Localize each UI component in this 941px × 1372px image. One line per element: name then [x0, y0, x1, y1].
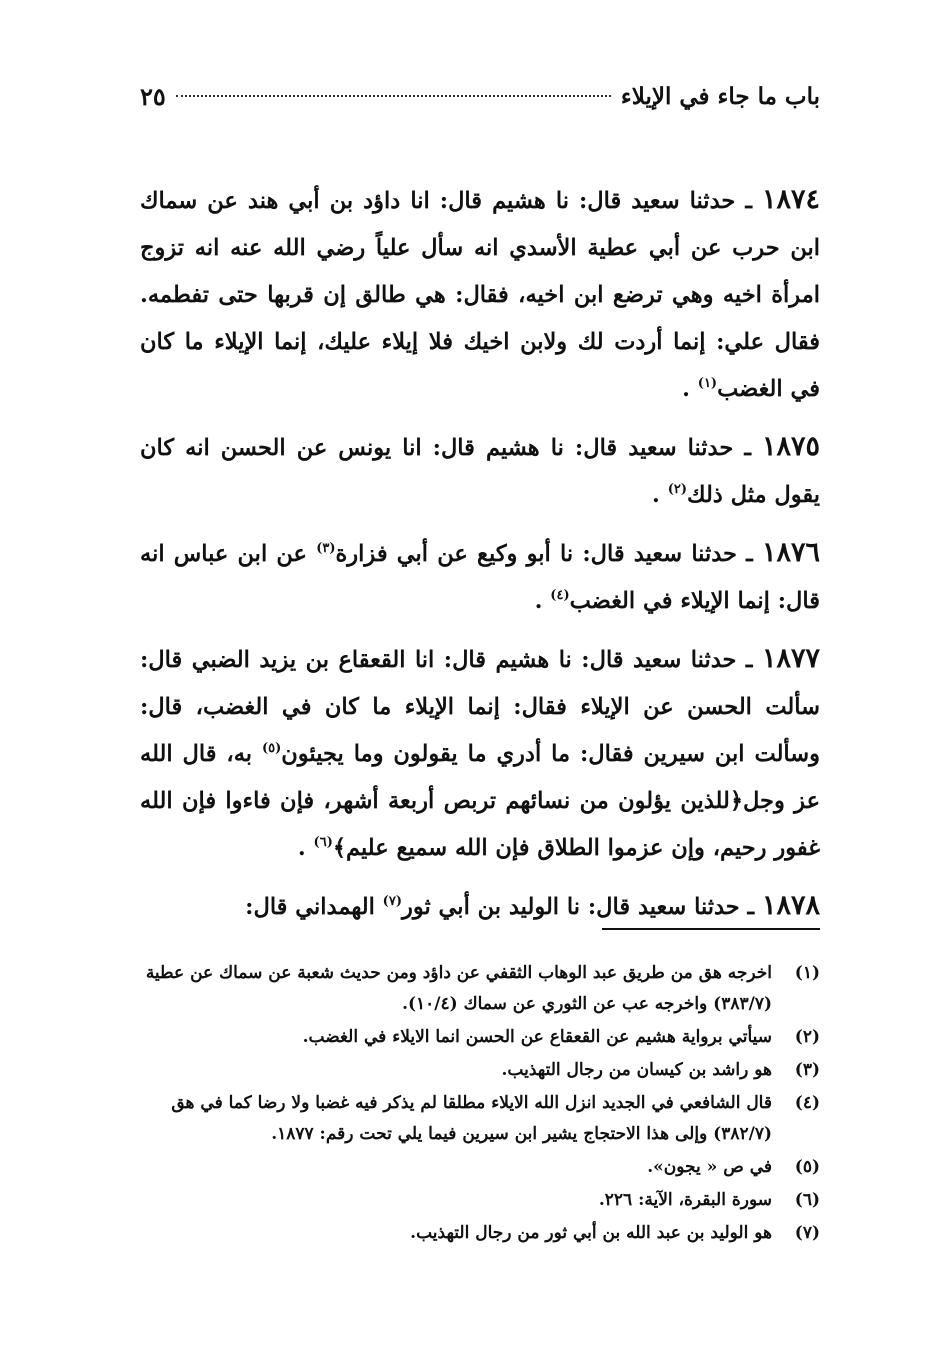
footnote-ref: (٤): [550, 588, 570, 603]
footnote-ref: (٧): [382, 894, 402, 909]
hadith-text-end: .: [652, 482, 660, 508]
footnote-mark: (٤): [794, 1093, 820, 1113]
footnote-mark: (٢): [794, 1027, 820, 1047]
hadith-text: ـ حدثنا سعيد قال: نا هشيم قال: انا يونس عن الحسن انه كان يقول مثل ذلك: [140, 435, 820, 508]
hadith-text-end: الهمداني قال:: [245, 894, 383, 920]
hadith-text: ـ حدثنا سعيد قال: نا هشيم قال: انا داؤد بن أبي هند عن سماك ابن حرب عن أبي عطية الأسدي انه سأل علياً رضي الله عنه انه تزوج امرأة اخيه وهي ترضع ابن اخيه، فقال: هي طالق إن قربها حتى تفطمه. فقال علي: إنما أردت لك ولابن اخيك فلا إيلاء عليك، إنما الإيلاء ما كان في الغضب: [140, 188, 820, 402]
hadith-1876: [140, 529, 820, 625]
footnote-3: [140, 1055, 820, 1086]
footnote-ref: (٥): [261, 741, 282, 756]
hadith-text: ـ حدثنا سعيد قال: نا أبو وكيع عن أبي فزارة: [335, 541, 753, 567]
footnote-ref: (١): [697, 376, 718, 391]
footnote-5: [140, 1152, 820, 1183]
footnote-text: في ص « يجون».: [647, 1157, 772, 1177]
footnote-mark: (٧): [794, 1223, 820, 1243]
footnote-mark: (٦): [794, 1190, 820, 1210]
hadith-1875: [140, 423, 820, 519]
footnote-mark: (١): [794, 963, 820, 983]
main-text: [140, 176, 820, 941]
hadith-number: ١٨٧٧: [761, 643, 820, 674]
footnote-4: [140, 1088, 820, 1150]
page-number: ٢٥: [140, 81, 166, 111]
footnote-separator: [602, 928, 820, 930]
footnote-ref: (٣): [316, 541, 336, 556]
footnote-2: [140, 1022, 820, 1053]
footnote-ref: (٢): [667, 482, 687, 497]
hadith-number: ١٨٧٦: [762, 537, 821, 568]
hadith-text-end: .: [682, 376, 690, 402]
footnote-text: سيأتي برواية هشيم عن القعقاع عن الحسن انما الايلاء في الغضب.: [302, 1027, 772, 1047]
footnote-7: [140, 1218, 820, 1249]
footnote-1: [140, 958, 820, 1020]
footnotes: [140, 958, 820, 1251]
hadith-1878: [140, 882, 820, 931]
running-head: [140, 78, 820, 114]
hadith-text: ـ حدثنا سعيد قال: نا هشيم قال: انا القعقاع بن يزيد الضبي قال: سألت الحسن عن الإيلاء فقال: إنما الإيلاء ما كان في الغضب، قال: وسألت ابن سيرين فقال: ما أدري ما يقولون وما يجيئون: [140, 647, 821, 767]
footnote-6: [140, 1185, 820, 1216]
hadith-1874: [140, 176, 820, 413]
footnote-text: هو الوليد بن عبد الله بن أبي ثور من رجال التهذيب.: [410, 1223, 772, 1243]
footnote-text: اخرجه هق من طريق عبد الوهاب الثقفي عن داؤد ومن حديث شعبة عن سماك عن عطية (٣٨٣/٧) واخرجه عب عن الثوري عن سماك (١٠/٤).: [145, 963, 772, 1014]
footnote-ref: (٦): [313, 835, 333, 850]
hadith-text: عن ابن عباس انه قال: إنما الإيلاء في الغضب: [140, 541, 820, 614]
hadith-text-end: .: [297, 835, 306, 861]
chapter-title: باب ما جاء في الإيلاء: [620, 82, 820, 110]
footnote-mark: (٥): [794, 1157, 820, 1177]
hadith-1877: [140, 635, 820, 872]
hadith-number: ١٨٧٥: [762, 431, 821, 462]
hadith-text-end: .: [534, 588, 543, 614]
footnote-text: هو راشد بن كيسان من رجال التهذيب.: [501, 1060, 772, 1080]
footnote-text: سورة البقرة، الآية: ٢٢٦.: [598, 1190, 772, 1210]
dotted-leader: [176, 95, 611, 97]
footnote-mark: (٣): [794, 1060, 820, 1080]
footnote-text: قال الشافعي في الجديد انزل الله الايلاء مطلقا لم يذكر فيه غضبا ولا رضا كما في هق (٣٨٢/٧) وإلى هذا الاحتجاج يشير ابن سيرين فيما يلي تحت رقم: ١٨٧٧.: [171, 1093, 772, 1144]
hadith-text: به، قال الله عز وجل﴿للذين يؤلون من نسائهم تربص أربعة أشهر، فإن فاءوا فإن الله غفور رحيم، وإن عزموا الطلاق فإن الله سميع عليم﴾: [140, 741, 820, 861]
hadith-number: ١٨٧٤: [761, 184, 820, 215]
hadith-number: ١٨٧٨: [761, 890, 820, 921]
hadith-text: ـ حدثنا سعيد قال: نا الوليد بن أبي ثور: [401, 894, 755, 920]
